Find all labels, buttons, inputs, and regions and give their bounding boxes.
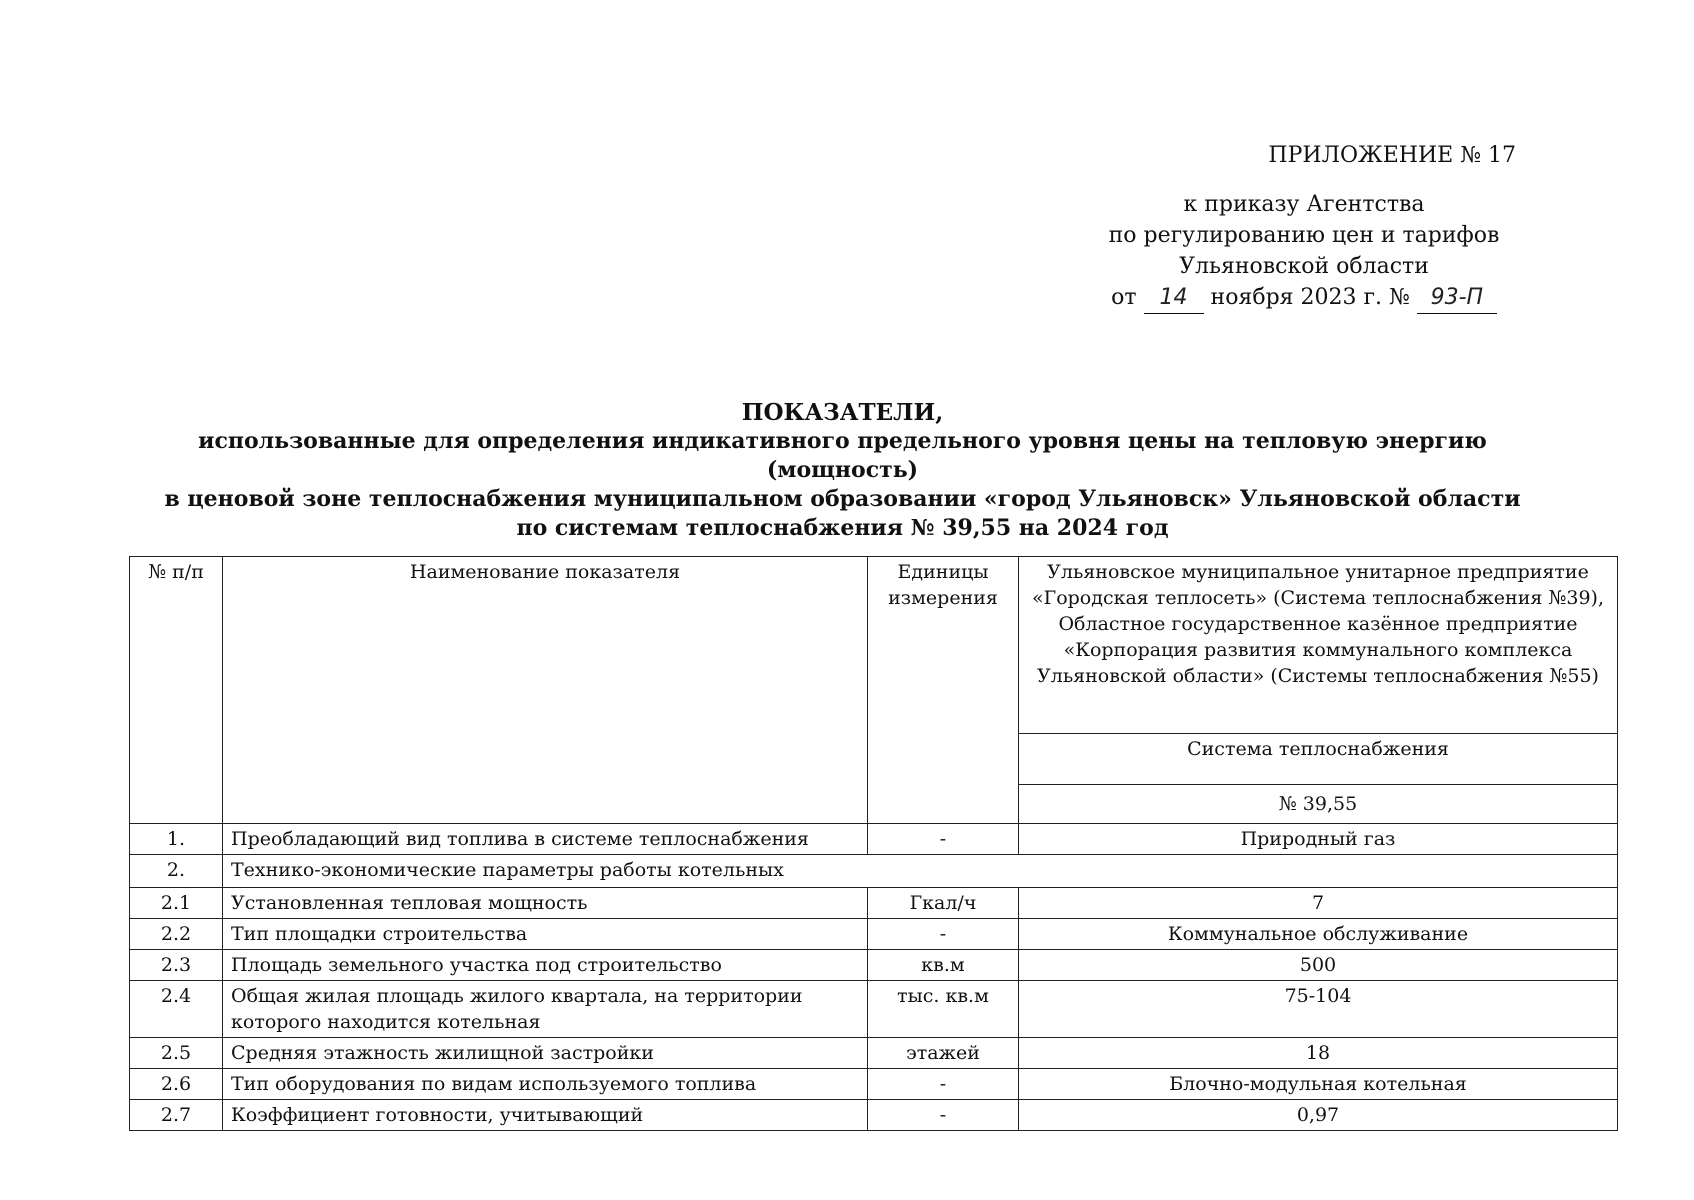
row-num: 2.2 xyxy=(130,919,223,950)
row-num: 2.1 xyxy=(130,888,223,919)
row-value: 18 xyxy=(1019,1038,1618,1069)
row-num: 2. xyxy=(130,855,223,888)
header-num: № п/п xyxy=(130,557,223,824)
date-prefix: от xyxy=(1111,285,1137,310)
header-row xyxy=(130,557,1618,734)
row-unit: Гкал/ч xyxy=(868,888,1019,919)
row-value: 7 xyxy=(1019,888,1618,919)
annex-block xyxy=(1074,140,1534,314)
row-unit: этажей xyxy=(868,1038,1019,1069)
row-num: 2.3 xyxy=(130,950,223,981)
heading-line-2: в ценовой зоне теплоснабжения муниципальном образовании «город Ульяновск» Ульяновской области xyxy=(164,486,1521,512)
annex-date-line xyxy=(1074,282,1534,314)
heading-line-1: использованные для определения индикативного предельного уровня цены на тепловую энергию (мощность) xyxy=(198,428,1487,483)
table-row xyxy=(130,1100,1618,1131)
row-name: Площадь земельного участка под строительство xyxy=(223,950,868,981)
document-heading xyxy=(120,398,1565,543)
header-org: Ульяновское муниципальное унитарное предприятие «Городская теплосеть» (Система теплоснабжения №39), Областное государственное казённое предприятие «Корпорация развития коммунального комплекса Ульяновской области» (Системы теплоснабжения №55) xyxy=(1019,557,1618,734)
row-num: 1. xyxy=(130,824,223,855)
row-name: Общая жилая площадь жилого квартала, на территории которого находится котельная xyxy=(223,981,868,1038)
row-unit: - xyxy=(868,919,1019,950)
row-unit: - xyxy=(868,1100,1019,1131)
row-num: 2.5 xyxy=(130,1038,223,1069)
annex-line-1: к приказу Агентства xyxy=(1183,192,1425,217)
annex-line-2: по регулированию цен и тарифов xyxy=(1108,223,1500,248)
row-unit: - xyxy=(868,1069,1019,1100)
heading-title: ПОКАЗАТЕЛИ, xyxy=(741,399,944,426)
table-row xyxy=(130,950,1618,981)
row-unit: тыс. кв.м xyxy=(868,981,1019,1038)
row-value: 500 xyxy=(1019,950,1618,981)
row-name: Средняя этажность жилищной застройки xyxy=(223,1038,868,1069)
row-unit: кв.м xyxy=(868,950,1019,981)
row-name: Коэффициент готовности, учитывающий xyxy=(223,1100,868,1131)
table-row xyxy=(130,888,1618,919)
date-day-handwritten: 14 xyxy=(1144,282,1204,314)
header-system-no: № 39,55 xyxy=(1019,785,1618,824)
table-row xyxy=(130,855,1618,888)
annex-line-3: Ульяновской области xyxy=(1179,254,1429,279)
annex-title: ПРИЛОЖЕНИЕ № 17 xyxy=(1268,143,1516,168)
row-unit: - xyxy=(868,824,1019,855)
row-name: Тип площадки строительства xyxy=(223,919,868,950)
table-row xyxy=(130,981,1618,1038)
row-value: 0,97 xyxy=(1019,1100,1618,1131)
order-number-handwritten: 93-П xyxy=(1417,282,1497,314)
heading-line-3: по системам теплоснабжения № 39,55 на 2024 год xyxy=(516,515,1169,541)
row-name: Тип оборудования по видам используемого топлива xyxy=(223,1069,868,1100)
header-name: Наименование показателя xyxy=(223,557,868,824)
table-row xyxy=(130,824,1618,855)
row-name: Установленная тепловая мощность xyxy=(223,888,868,919)
row-num: 2.7 xyxy=(130,1100,223,1131)
table-row xyxy=(130,919,1618,950)
row-num: 2.4 xyxy=(130,981,223,1038)
header-unit: Единицы измерения xyxy=(868,557,1019,824)
row-value: Природный газ xyxy=(1019,824,1618,855)
row-name: Технико-экономические параметры работы котельных xyxy=(223,855,1618,888)
table-row xyxy=(130,1069,1618,1100)
row-value: 75-104 xyxy=(1019,981,1618,1038)
date-rest: ноября 2023 г. № xyxy=(1210,285,1410,310)
row-name: Преобладающий вид топлива в системе теплоснабжения xyxy=(223,824,868,855)
row-value: Коммунальное обслуживание xyxy=(1019,919,1618,950)
row-num: 2.6 xyxy=(130,1069,223,1100)
row-value: Блочно-модульная котельная xyxy=(1019,1069,1618,1100)
table-row xyxy=(130,1038,1618,1069)
header-system: Система теплоснабжения xyxy=(1019,733,1618,784)
indicators-table xyxy=(129,556,1618,1131)
